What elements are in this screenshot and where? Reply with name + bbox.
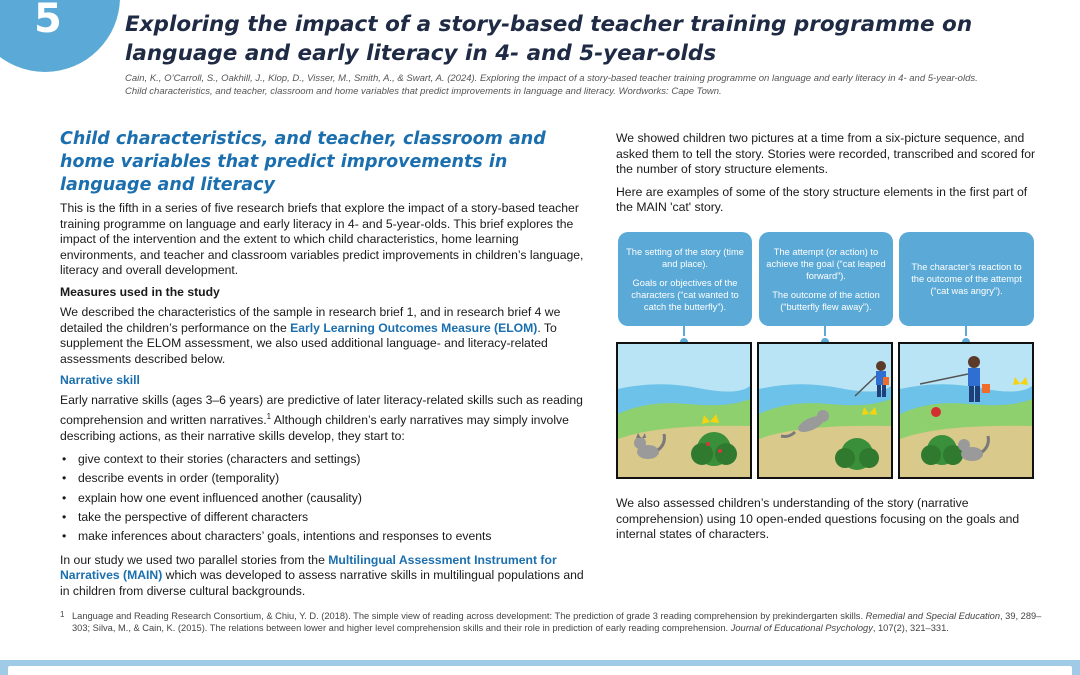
list-item: • describe events in order (temporality) — [60, 469, 585, 488]
citation-line-1: Cain, K., O’Carroll, S., Oakhill, J., Klop, D., Visser, M., Smith, A., & Swart, A. (2024). Exploring the impact of a story-based teacher training programme on language and early literacy in 4- and 5-year-olds. — [125, 73, 978, 84]
intro-paragraph: This is the fifth in a series of five research briefs that explore the impact of a story-based teacher training programme on language and early literacy in 4- and 5-year-olds. This brief explores the impact of the intervention and the extent to which child characteristics, home learning environments, and teacher and classroom variables predict improvements in children’s language, literacy and overall development. — [60, 201, 584, 278]
narrative-heading: Narrative skill — [60, 373, 140, 388]
main-link[interactable]: Multilingual Assessment Instrument for Narratives (MAIN) — [60, 552, 557, 583]
procedure-paragraph: We showed children two pictures at a time from a six-picture sequence, and asked them to tell the story. Stories were recorded, transcribed and scored for the number of story structure elements. — [616, 131, 1036, 177]
measures-heading: Measures used in the study — [60, 284, 220, 299]
comprehension-paragraph: We also assessed children’s understanding of the story (narrative comprehension) using 10 open-ended questions focusing on the goals and internal states of characters. — [616, 496, 1020, 542]
list-item: • give context to their stories (characters and settings) — [60, 450, 585, 469]
right-column — [616, 131, 1038, 216]
main-paragraph: In our study we used two parallel stories from the Multilingual Assessment Instrument for Narratives (MAIN) which was developed to assess narrative skills in multilingual populations and in children from diverse cultural backgrounds. — [60, 552, 584, 598]
cat-sees-butterfly-picture — [618, 344, 750, 477]
elom-link[interactable]: Early Learning Outcomes Measure (ELOM) — [290, 320, 538, 335]
story-bubble-reaction: The character’s reaction to the outcome of the attempt (“cat was angry”). — [899, 232, 1034, 326]
section-heading: Child characteristics, and teacher, classroom and home variables that predict improvements in language and literacy — [60, 129, 546, 195]
footnote-ref[interactable]: 1 — [266, 411, 272, 421]
page-title: Exploring the impact of a story-based teacher training programme on language and early literacy in 4- and 5-year-olds — [125, 12, 973, 66]
left-column — [60, 128, 585, 599]
journal-title: Remedial and Special Education — [865, 611, 1000, 621]
measures-paragraph: We described the characteristics of the sample in research brief 1, and in research brief 4 we detailed the children’s performance on the Early Learning Outcomes Measure (ELOM). To supplement the ELOM assessment, we also used additional language- and literacy-related assessments described below. — [60, 304, 561, 366]
cat-angry-picture — [900, 344, 1032, 477]
story-bubble-attempt: The attempt (or action) to achieve the goal (“cat leaped forward”). The outcome of the action (“butterfly flew away”). — [759, 232, 893, 326]
narrative-skills-list — [60, 450, 585, 546]
cat-leaps-picture — [759, 344, 891, 477]
story-bubble-setting: The setting of the story (time and place). Goals or objectives of the characters (“cat wanted to catch the butterfly”). — [618, 232, 752, 326]
examples-paragraph: Here are examples of some of the story structure elements in the first part of the MAIN 'cat' story. — [616, 184, 1028, 215]
footnote-number: 1 — [60, 610, 65, 619]
section-number: 5 — [34, 0, 62, 42]
story-illustration — [616, 232, 1036, 480]
story-panel-3 — [898, 342, 1034, 479]
narrative-paragraph: Early narrative skills (ages 3–6 years) are predictive of later literacy-related skills such as reading comprehension and written narratives.$^1$ Although children’s early narratives may simply involve describing actions, as their narrative skills develop, they start to: — [60, 393, 583, 443]
journal-title: Journal of Educational Psychology — [730, 623, 873, 634]
bottom-panel-edge — [8, 666, 1072, 675]
citation-line-2: Child characteristics, and teacher, classroom and home variables that predict improvements in language and literacy. Wordworks: Cape Town. — [125, 85, 722, 97]
story-panel-1 — [616, 342, 752, 479]
list-item: • explain how one event influenced another (causality) — [60, 489, 585, 508]
story-panel-2 — [757, 342, 893, 479]
citation — [125, 73, 1065, 98]
list-item: • take the perspective of different characters — [60, 508, 585, 527]
list-item: • make inferences about characters’ goals, intentions and responses to events — [60, 527, 585, 546]
footnote: 1 Language and Reading Research Consortium, & Chiu, Y. D. (2018). The simple view of reading across development: The prediction of grade 3 reading comprehension by prekindergarten skills. Remedial and Special Education, 39, 289–303; Silva, M., & Cain, K. (2015). The relations between lower and higher level comprehension skills and their role in prediction of early reading comprehension. Journal of Educational Psychology, 107(2), 321–331. — [60, 610, 1042, 634]
